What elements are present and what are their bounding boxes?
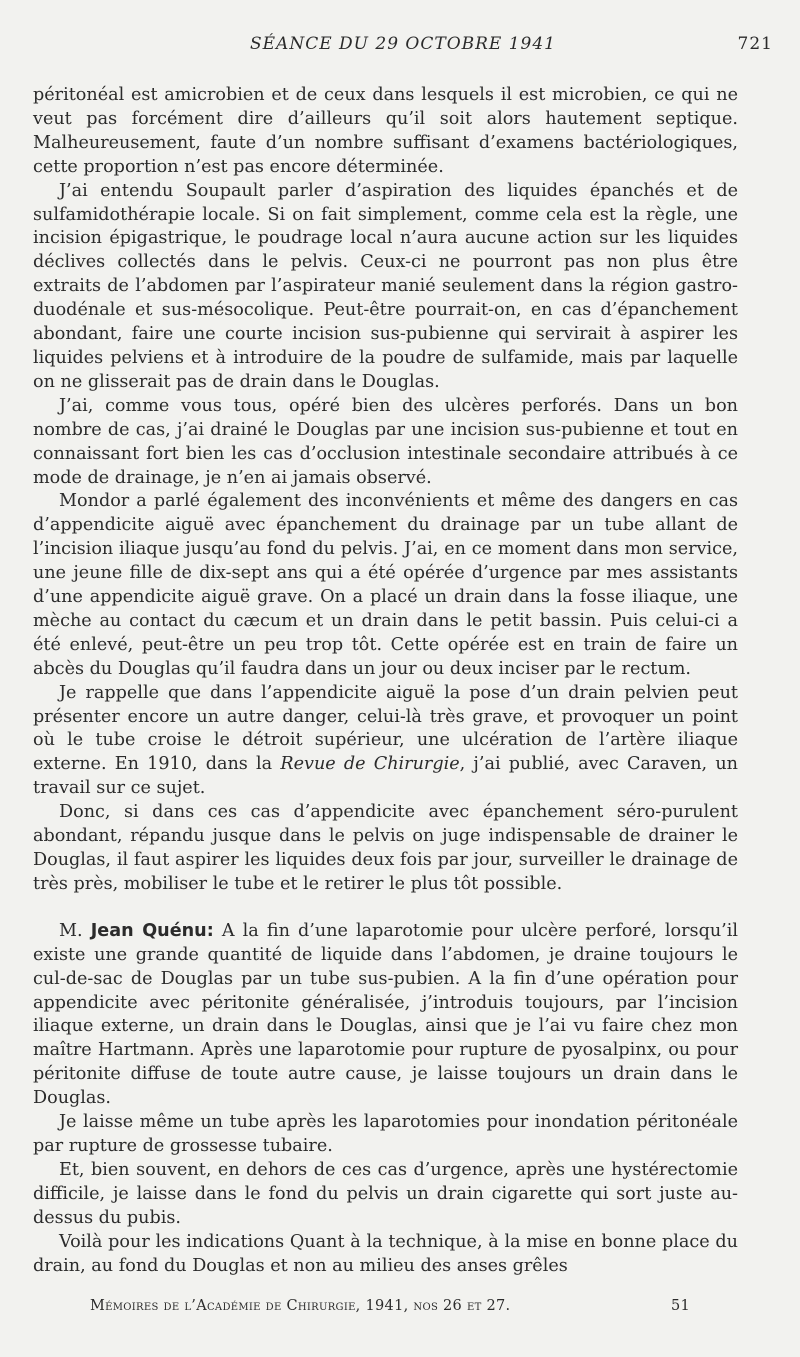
- running-head-title: SÉANCE DU 29 OCTOBRE 1941: [249, 34, 556, 54]
- running-head: [33, 34, 773, 64]
- page-number: 721: [737, 34, 773, 54]
- speaker-name: Jean Quénu:: [90, 920, 214, 941]
- paragraph-2: J’ai entendu Soupault parler d’aspiration des liquides épanchés et de sulfamidothérapie locale. Si on fait simplement, comme cela est la règle, une incision épigastrique, le poudrage local n’aura aucune action sur les liquides déclives collectés dans le pelvis. Ceux-ci ne pourront pas non plus être extraits de l’abdomen par l’aspirateur manié seulement dans la région gastro-duodénale et sus-mésocolique. Peut-être pourrait-on, en cas d’épanchement abondant, faire une courte incision sus-pubienne qui servirait à aspirer les liquides pelviens et à introduire de la poudre de sulfamide, mais par laquelle on ne glisserait pas de drain dans le Douglas.: [33, 180, 738, 392]
- paragraph-5: [33, 682, 738, 802]
- quenu-first-text: A la fin d’une laparotomie pour ulcère perforé, lorsqu’il existe une grande quantité de liquide dans l’abdomen, je draine toujours le cul-de-sac de Douglas par un tube sus-pubien. A la fin d’une opération pour appendicite avec péritonite généralisée, j’introduis toujours, par l’incision iliaque externe, un drain dans le Douglas, ainsi que je l’ai vu faire chez mon maître Hartmann. Après une laparotomie pour rupture de pyosalpinx, ou pour péritonite diffuse de toute autre cause, je laisse toujours un drain dans le Douglas.: [33, 920, 739, 1109]
- journal-title: Revue de Chirurgie: [280, 754, 460, 775]
- paragraph-5-text-a: Je rappelle que dans l’appendicite aiguë la pose d’un drain pelvien peut présenter encore un autre danger, celui-là très grave, et provoquer un point où le tube croise le détroit supérieur, une ulcération de l’artère iliaque externe. En 1910, dans la: [33, 682, 738, 775]
- speaker-prefix: M.: [59, 920, 83, 941]
- paragraph-3: J’ai, comme vous tous, opéré bien des ulcères perforés. Dans un bon nombre de cas, j’ai drainé le Douglas par une incision sus-pubienne et tout en connaissant fort bien les cas d’occlusion intestinale secondaire attribués à ce mode de drainage, je n’en ai jamais observé.: [33, 395, 738, 488]
- article-body: [33, 84, 738, 1278]
- signature-mark: 51: [670, 1298, 690, 1314]
- quenu-paragraph-1: [33, 920, 738, 1111]
- quenu-paragraph-3: Et, bien souvent, en dehors de ces cas d’urgence, après une hystérectomie difficile, je laisse dans le fond du pelvis un drain cigarette qui sort juste au-dessus du pubis.: [33, 1159, 738, 1228]
- paragraph-1: péritonéal est amicrobien et de ceux dans lesquels il est microbien, ce qui ne veut pas forcément dire d’ailleurs qu’il soit alors hautement septique. Malheureusement, faute d’un nombre suffisant d’examens bactériologiques, cette proportion n’est pas encore déterminée.: [33, 85, 738, 177]
- page-footer: [90, 1298, 690, 1314]
- quenu-paragraph-2: Je laisse même un tube après les laparotomies pour inondation péritonéale par rupture de grossesse tubaire.: [33, 1112, 738, 1156]
- quenu-paragraph-4: Voilà pour les indications Quant à la technique, à la mise en bonne place du drain, au fond du Douglas et non au milieu des anses grêles: [33, 1231, 738, 1276]
- paragraph-4: Mondor a parlé également des inconvénients et même des dangers en cas d’appendicite aiguë avec épanchement du drainage par un tube allant de l’incision iliaque jusqu’au fond du pelvis. J’ai, en ce moment dans mon service, une jeune fille de dix-sept ans qui a été opérée d’urgence par mes assistants d’une appendicite aiguë grave. On a placé un drain dans la fosse iliaque, une mèche au contact du cæcum et un drain dans le petit bassin. Puis celui-ci a été enlevé, peut-être un peu trop tôt. Cette opérée est en train de faire un abcès du Douglas qu’il faudra dans un jour ou deux inciser par le rectum.: [33, 491, 738, 679]
- paragraph-6: Donc, si dans ces cas d’appendicite avec épanchement séro-purulent abondant, répandu jusque dans le pelvis on juge indispensable de drainer le Douglas, il faut aspirer les liquides deux fois par jour, surveiller le drainage de très près, mobiliser le tube et le retirer le plus tôt possible.: [33, 802, 738, 894]
- paragraph-5-text-b: , j’ai publié, avec Caraven, un travail sur ce sujet.: [33, 754, 738, 799]
- footer-citation: Mémoires de l’Académie de Chirurgie, 1941, nos 26 et 27.: [90, 1298, 511, 1314]
